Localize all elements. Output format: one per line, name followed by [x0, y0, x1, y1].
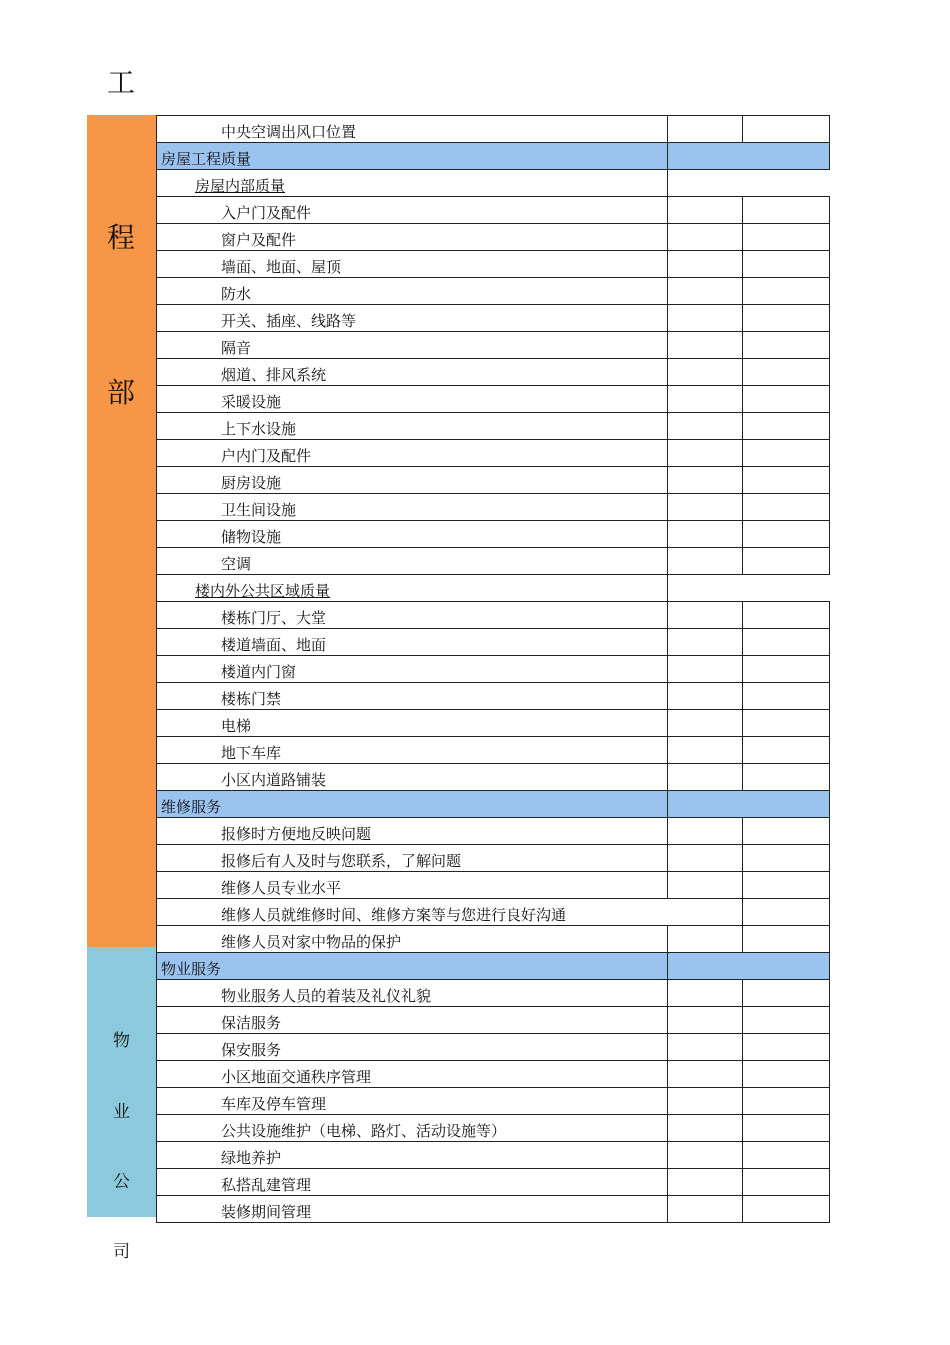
rating-cell[interactable]: [743, 1034, 830, 1061]
table-row: [157, 494, 830, 521]
rating-cell[interactable]: [668, 1088, 743, 1115]
rating-cell[interactable]: [743, 1169, 830, 1196]
item-label: 小区内道路铺装: [221, 771, 327, 789]
row-label-cell: [157, 1142, 668, 1169]
item-label: 地下车库: [221, 744, 282, 762]
table-row: [157, 764, 830, 791]
item-label: 防水: [221, 285, 252, 303]
row-label-cell: [157, 1115, 668, 1142]
item-label: 窗户及配件: [221, 231, 297, 249]
rating-cell[interactable]: [743, 359, 830, 386]
rating-cell[interactable]: [743, 926, 830, 953]
table-row: [157, 305, 830, 332]
rating-cell[interactable]: [743, 629, 830, 656]
rating-cell[interactable]: [668, 467, 743, 494]
rating-cell[interactable]: [668, 332, 743, 359]
rating-cell[interactable]: [743, 1196, 830, 1223]
row-label-cell: [157, 143, 668, 170]
rating-cell[interactable]: [743, 521, 830, 548]
row-label-cell: [157, 197, 668, 224]
side-char-gong: 工: [107, 66, 136, 99]
row-label-cell: [157, 116, 668, 143]
row-label-cell: [157, 170, 668, 197]
table-row: [157, 440, 830, 467]
table-row: [157, 467, 830, 494]
item-label: 维修人员就维修时间、维修方案等与您进行良好沟通: [221, 906, 567, 924]
rating-cell[interactable]: [743, 278, 830, 305]
item-label: 绿地养护: [221, 1149, 282, 1167]
item-label: 维修人员专业水平: [221, 879, 342, 897]
rating-cell[interactable]: [668, 1169, 743, 1196]
item-label: 公共设施维护（电梯、路灯、活动设施等）: [221, 1122, 507, 1140]
table-row: [157, 980, 830, 1007]
subsection-row: [157, 170, 830, 197]
table-row: [157, 1007, 830, 1034]
row-label-cell: [157, 899, 743, 926]
item-label: 厨房设施: [221, 474, 282, 492]
table-row: [157, 224, 830, 251]
rating-cell[interactable]: [668, 1007, 743, 1034]
item-label: 储物设施: [221, 528, 282, 546]
rating-cell[interactable]: [743, 845, 830, 872]
row-label-cell: [157, 521, 668, 548]
rating-cell[interactable]: [668, 818, 743, 845]
item-label: 卫生间设施: [221, 501, 297, 519]
rating-cell[interactable]: [668, 305, 743, 332]
rating-cell[interactable]: [668, 602, 743, 629]
side-char-ye: 业: [113, 1102, 130, 1122]
table-row: [157, 656, 830, 683]
table-row: [157, 548, 830, 575]
table-row: [157, 872, 830, 899]
item-label: 维修人员对家中物品的保护: [221, 933, 402, 951]
rating-cell[interactable]: [743, 899, 830, 926]
item-label: 报修后有人及时与您联系，了解问题: [221, 852, 462, 870]
row-label-cell: [157, 926, 668, 953]
rating-cell[interactable]: [743, 467, 830, 494]
table-row: [157, 1196, 830, 1223]
rating-cell[interactable]: [668, 521, 743, 548]
rating-cell[interactable]: [668, 629, 743, 656]
row-label-cell: [157, 980, 668, 1007]
row-label-cell: [157, 1034, 668, 1061]
row-label-cell: [157, 1169, 668, 1196]
row-label-cell: [157, 575, 668, 602]
rating-cell[interactable]: [668, 197, 743, 224]
row-label-cell: [157, 251, 668, 278]
rating-cell[interactable]: [743, 737, 830, 764]
row-label-cell: [157, 413, 668, 440]
rating-cell[interactable]: [668, 413, 743, 440]
rating-cell[interactable]: [668, 224, 743, 251]
table-row: [157, 629, 830, 656]
rating-cell[interactable]: [668, 1115, 743, 1142]
rating-cell[interactable]: [743, 1088, 830, 1115]
item-label: 车库及停车管理: [221, 1095, 327, 1113]
row-label-cell: [157, 791, 668, 818]
table-row: [157, 899, 830, 926]
section-title: 维修服务: [161, 798, 222, 816]
row-label-cell: [157, 467, 668, 494]
section-row: [157, 143, 830, 170]
rating-span-cell: [668, 791, 830, 818]
row-label-cell: [157, 710, 668, 737]
item-label: 楼道墙面、地面: [221, 636, 327, 654]
row-label-cell: [157, 764, 668, 791]
item-label: 上下水设施: [221, 420, 297, 438]
section-row: [157, 791, 830, 818]
rating-cell[interactable]: [668, 116, 743, 143]
rating-cell[interactable]: [668, 386, 743, 413]
row-label-cell: [157, 1196, 668, 1223]
rating-cell[interactable]: [668, 845, 743, 872]
row-label-cell: [157, 1088, 668, 1115]
table-row: [157, 359, 830, 386]
subsection-title: 楼内外公共区域质量: [195, 582, 331, 600]
side-char-cheng: 程: [107, 221, 136, 254]
rating-cell[interactable]: [743, 683, 830, 710]
table-row: [157, 683, 830, 710]
rating-cell[interactable]: [743, 818, 830, 845]
item-label: 隔音: [221, 339, 252, 357]
rating-cell[interactable]: [668, 251, 743, 278]
item-label: 楼栋门厅、大堂: [221, 609, 327, 627]
item-label: 物业服务人员的着装及礼仪礼貌: [221, 987, 432, 1005]
table-row: [157, 1034, 830, 1061]
table-row: [157, 413, 830, 440]
rating-cell[interactable]: [668, 656, 743, 683]
rating-cell[interactable]: [668, 494, 743, 521]
survey-table-body: [157, 116, 830, 1223]
row-label-cell: [157, 494, 668, 521]
table-row: [157, 197, 830, 224]
rating-cell[interactable]: [743, 548, 830, 575]
rating-cell[interactable]: [743, 656, 830, 683]
item-label: 烟道、排风系统: [221, 366, 327, 384]
rating-cell[interactable]: [743, 980, 830, 1007]
row-label-cell: [157, 386, 668, 413]
survey-table: [156, 115, 830, 1223]
rating-cell[interactable]: [743, 602, 830, 629]
table-row: [157, 737, 830, 764]
section-title: 物业服务: [161, 960, 222, 978]
section-title: 房屋工程质量: [161, 150, 252, 168]
item-label: 采暖设施: [221, 393, 282, 411]
table-row: [157, 818, 830, 845]
rating-cell[interactable]: [743, 116, 830, 143]
item-label: 私搭乱建管理: [221, 1176, 312, 1194]
rating-cell[interactable]: [668, 1034, 743, 1061]
side-char-gong2: 公: [113, 1172, 130, 1192]
table-row: [157, 1169, 830, 1196]
item-label: 开关、插座、线路等: [221, 312, 357, 330]
rating-cell[interactable]: [668, 872, 743, 899]
rating-cell[interactable]: [668, 926, 743, 953]
rating-cell[interactable]: [743, 710, 830, 737]
rating-cell[interactable]: [668, 1061, 743, 1088]
row-label-cell: [157, 845, 668, 872]
rating-cell[interactable]: [743, 332, 830, 359]
item-label: 户内门及配件: [221, 447, 312, 465]
rating-cell[interactable]: [668, 1196, 743, 1223]
row-label-cell: [157, 548, 668, 575]
item-label: 保安服务: [221, 1041, 282, 1059]
side-char-si: 司: [113, 1242, 130, 1262]
row-label-cell: [157, 818, 668, 845]
item-label: 中央空调出风口位置: [221, 123, 357, 141]
row-label-cell: [157, 683, 668, 710]
table-row: [157, 332, 830, 359]
table-row: [157, 926, 830, 953]
row-label-cell: [157, 305, 668, 332]
row-label-cell: [157, 440, 668, 467]
item-label: 报修时方便地反映问题: [221, 825, 372, 843]
table-row: [157, 710, 830, 737]
table-row: [157, 521, 830, 548]
rating-cell[interactable]: [743, 872, 830, 899]
item-label: 墙面、地面、屋顶: [221, 258, 342, 276]
table-row: [157, 386, 830, 413]
table-row: [157, 1088, 830, 1115]
side-char-wu: 物: [113, 1031, 130, 1051]
item-label: 入户门及配件: [221, 204, 312, 222]
rating-span-cell: [668, 143, 830, 170]
subsection-title: 房屋内部质量: [195, 177, 286, 195]
rating-cell[interactable]: [743, 494, 830, 521]
rating-span-cell: [668, 575, 830, 602]
rating-span-cell: [668, 170, 830, 197]
table-row: [157, 278, 830, 305]
rating-cell[interactable]: [743, 305, 830, 332]
rating-cell[interactable]: [668, 278, 743, 305]
item-label: 电梯: [221, 717, 252, 735]
row-label-cell: [157, 737, 668, 764]
rating-cell[interactable]: [743, 197, 830, 224]
rating-cell[interactable]: [668, 1142, 743, 1169]
item-label: 楼道内门窗: [221, 663, 297, 681]
row-label-cell: [157, 224, 668, 251]
rating-cell[interactable]: [743, 386, 830, 413]
rating-cell[interactable]: [668, 440, 743, 467]
table-row: [157, 251, 830, 278]
rating-cell[interactable]: [743, 440, 830, 467]
table-row: [157, 1142, 830, 1169]
item-label: 空调: [221, 555, 252, 573]
rating-cell[interactable]: [668, 548, 743, 575]
table-row: [157, 1115, 830, 1142]
rating-cell[interactable]: [743, 224, 830, 251]
table-row: [157, 116, 830, 143]
table-row: [157, 1061, 830, 1088]
rating-cell[interactable]: [743, 1115, 830, 1142]
table-row: [157, 845, 830, 872]
section-row: [157, 953, 830, 980]
row-label-cell: [157, 1007, 668, 1034]
row-label-cell: [157, 656, 668, 683]
rating-cell[interactable]: [668, 764, 743, 791]
rating-cell[interactable]: [668, 683, 743, 710]
item-label: 保洁服务: [221, 1014, 282, 1032]
rating-cell[interactable]: [743, 1007, 830, 1034]
row-label-cell: [157, 1061, 668, 1088]
row-label-cell: [157, 359, 668, 386]
item-label: 楼栋门禁: [221, 690, 282, 708]
rating-cell[interactable]: [743, 1142, 830, 1169]
row-label-cell: [157, 629, 668, 656]
row-label-cell: [157, 602, 668, 629]
item-label: 装修期间管理: [221, 1203, 312, 1221]
item-label: 小区地面交通秩序管理: [221, 1068, 372, 1086]
row-label-cell: [157, 278, 668, 305]
rating-cell[interactable]: [668, 980, 743, 1007]
rating-span-cell: [668, 953, 830, 980]
table-row: [157, 602, 830, 629]
rating-cell[interactable]: [668, 737, 743, 764]
rating-cell[interactable]: [743, 413, 830, 440]
rating-cell[interactable]: [668, 359, 743, 386]
rating-cell[interactable]: [743, 251, 830, 278]
row-label-cell: [157, 872, 668, 899]
rating-cell[interactable]: [743, 1061, 830, 1088]
rating-cell[interactable]: [668, 710, 743, 737]
row-label-cell: [157, 332, 668, 359]
side-char-bu: 部: [107, 376, 136, 409]
subsection-row: [157, 575, 830, 602]
row-label-cell: [157, 953, 668, 980]
rating-cell[interactable]: [743, 764, 830, 791]
